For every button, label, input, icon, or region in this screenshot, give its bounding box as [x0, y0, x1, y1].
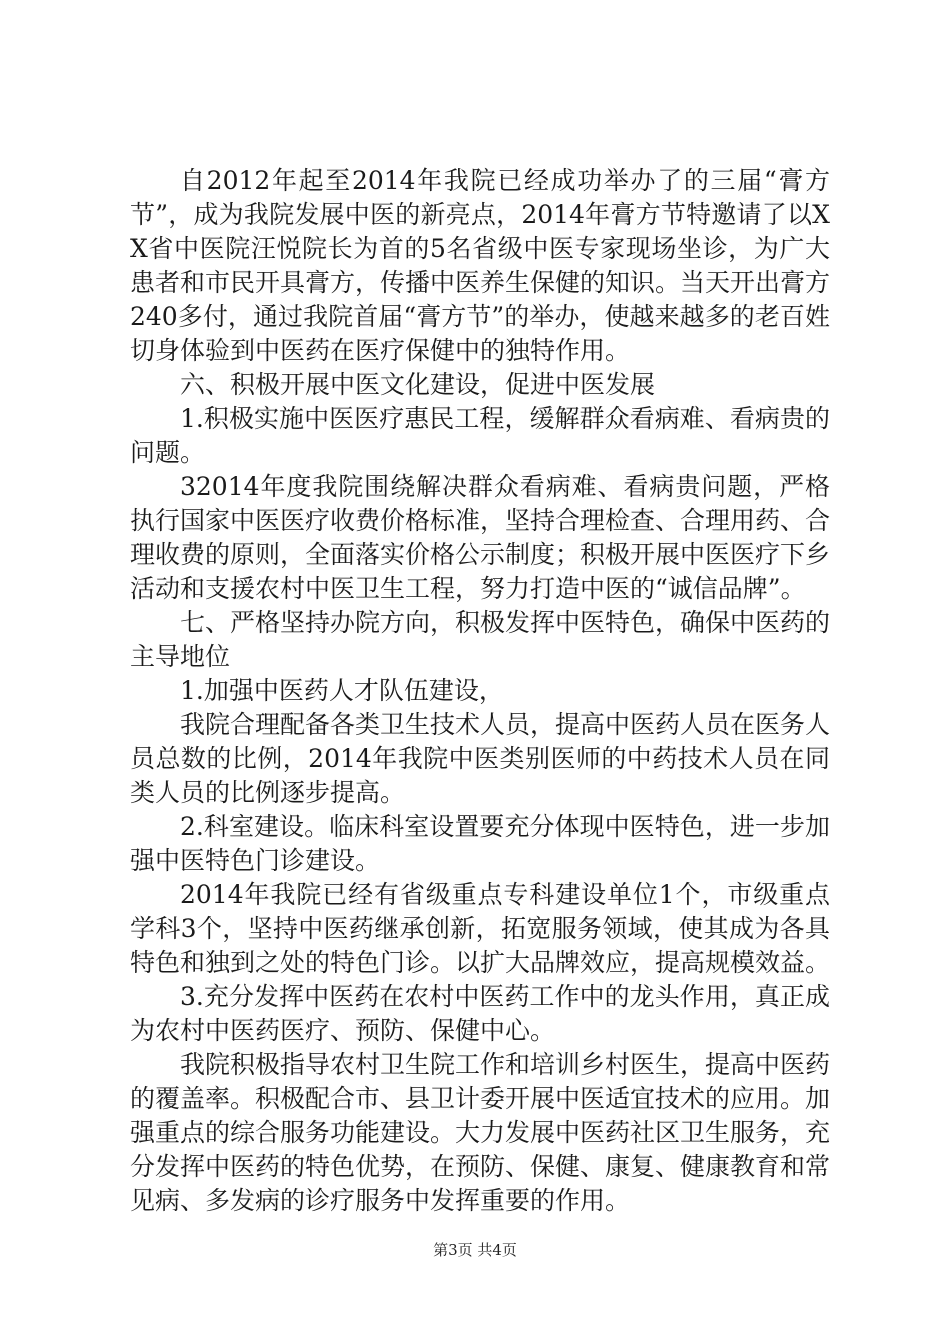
section-heading-6: 六、积极开展中医文化建设，促进中医发展 [180, 370, 656, 399]
paragraph-9: 我院积极指导农村卫生院工作和培训乡村医生，提高中医药的覆盖率。积极配合市、县卫计委开展中医适宜技术的应用。加强重点的综合服务功能建设。大力发展中医药社区卫生服务，充分发挥中医药的特色优势，在预防、保健、康复、健康教育和常见病、多发病的诊疗服务中发挥重要的作用。 [130, 1050, 831, 1215]
section-heading-7: 七、严格坚持办院方向，积极发挥中医特色，确保中医药的主导地位 [130, 608, 831, 671]
paragraph-5: 我院合理配备各类卫生技术人员，提高中医药人员在医务人员总数的比例，2014年我院中医类别医师的中药技术人员在同类人员的比例逐步提高。 [130, 710, 831, 807]
paragraph-2: 1.积极实施中医医疗惠民工程，缓解群众看病难、看病贵的问题。 [130, 404, 830, 467]
paragraph-7: 2014年我院已经有省级重点专科建设单位1个，市级重点学科3个，坚持中医药继承创新，拓宽服务领域，使其成为各具特色和独到之处的特色门诊。以扩大品牌效应，提高规模效益。 [130, 880, 831, 977]
paragraph-1: 自2012年起至2014年我院已经成功举办了的三届“膏方节”，成为我院发展中医的新亮点，2014年膏方节特邀请了以XX省中医院汪悦院长为首的5名省级中医专家现场坐诊，为广大患者和市民开具膏方，传播中医养生保健的知识。当天开出膏方240多付，通过我院首届“膏方节”的举办，使越来越多的老百姓切身体验到中医药在医疗保健中的独特作用。 [130, 166, 831, 365]
document-body [130, 164, 830, 1218]
paragraph-8: 3.充分发挥中医药在农村中医药工作中的龙头作用，真正成为农村中医药医疗、预防、保健中心。 [130, 982, 830, 1045]
paragraph-4: 1.加强中医药人才队伍建设， [180, 676, 504, 705]
paragraph-3: 32014年度我院围绕解决群众看病难、看病贵问题，严格执行国家中医医疗收费价格标准，坚持合理检查、合理用药、合理收费的原则，全面落实价格公示制度；积极开展中医医疗下乡活动和支援农村中医卫生工程，努力打造中医的“诚信品牌”。 [130, 472, 831, 603]
page-footer: 第3页 共4页 [433, 1241, 517, 1259]
paragraph-6: 2.科室建设。临床科室设置要充分体现中医特色，进一步加强中医特色门诊建设。 [130, 812, 830, 875]
